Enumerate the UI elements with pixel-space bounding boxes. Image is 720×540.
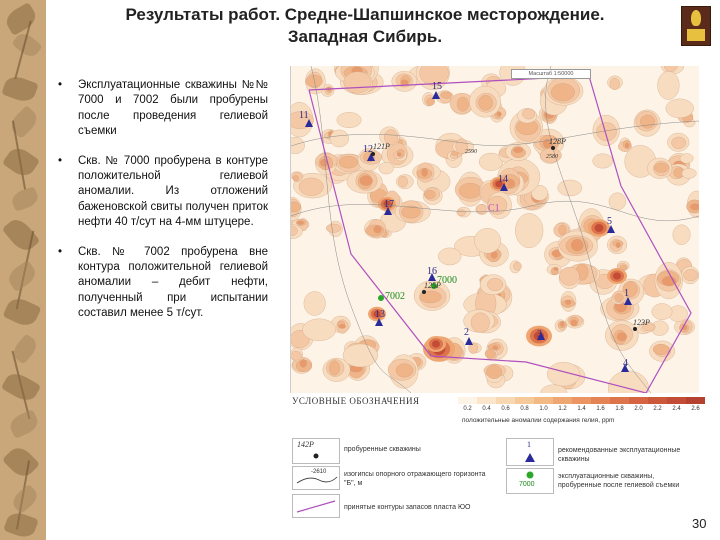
anomaly-patch	[379, 162, 394, 174]
anomaly-patch	[609, 193, 626, 210]
anomaly-patch	[513, 147, 522, 153]
legend-text: пробуренные скважины	[344, 446, 421, 453]
bullet-list	[56, 78, 268, 336]
anomaly-patch	[337, 112, 361, 127]
anomaly-patch	[479, 95, 493, 110]
anomaly-patch	[306, 75, 323, 87]
legend-text: принятые контуры запасов пласта ЮО	[344, 504, 471, 511]
map-legend	[290, 394, 698, 522]
anomaly-patch	[471, 313, 490, 333]
well-label: 12	[363, 144, 373, 155]
ramp-swatch	[572, 397, 591, 404]
anomaly-patch	[571, 239, 583, 251]
isoline-label: 2580	[546, 154, 558, 160]
anomaly-patch	[625, 143, 629, 148]
ramp-value: 2.4	[672, 406, 681, 412]
drilled-well-icon	[551, 146, 555, 150]
anomaly-patch	[486, 365, 501, 378]
ramp-value: 1.6	[596, 406, 605, 412]
ramp-value: 0.6	[501, 406, 510, 412]
anomaly-patch	[653, 344, 669, 355]
ramp-value: 0.4	[482, 406, 491, 412]
ramp-value: 1.8	[615, 406, 624, 412]
anomaly-patch	[513, 262, 521, 270]
anomaly-patch	[299, 178, 324, 196]
ramp-value: 1.0	[539, 406, 548, 412]
anomaly-patch	[610, 78, 620, 90]
recommended-well-icon	[465, 337, 473, 345]
anomaly-patch	[616, 243, 620, 248]
anomaly-core	[595, 224, 604, 232]
legend-symbol-isoline: -2610	[292, 466, 340, 490]
ramp-swatch	[629, 397, 648, 404]
anomaly-patch	[559, 267, 579, 285]
anomaly-patch	[474, 228, 500, 253]
legend-symbol-new-well: 7000	[506, 468, 554, 494]
anomaly-patch	[560, 322, 564, 327]
bullet-dot-icon: •	[58, 245, 63, 258]
bullet-item: • Скв. № 7000 пробурена в контуре положительной гелиевой аномалии. Из отложений баженовской свиты получен приток нефти 40 т/сут на 4-мм штуцере.	[58, 154, 268, 229]
drilled-well-label: 123Р	[633, 318, 650, 327]
anomaly-patch	[680, 154, 693, 164]
anomaly-patch	[344, 72, 371, 94]
anomaly-patch	[302, 319, 335, 341]
map-scale: Масштаб 1:50000	[511, 69, 591, 79]
well-label: 3	[537, 329, 542, 340]
ramp-value: 1.4	[577, 406, 586, 412]
drilled-well-icon	[633, 327, 637, 331]
legend-symbol-recommended-well: 1	[506, 438, 554, 466]
new-well-label: 7000	[437, 275, 457, 286]
anomaly-patch	[457, 210, 466, 216]
anomaly-patch	[304, 291, 326, 315]
well-label: 2	[464, 327, 469, 338]
legend-text: эксплуатационные скважины, пробуренные после гелиевой съемки	[558, 473, 680, 489]
bullet-dot-icon: •	[58, 154, 63, 167]
ramp-value: 2.0	[634, 406, 643, 412]
well-label: 13	[375, 309, 385, 320]
ramp-value: 2.6	[691, 406, 700, 412]
page-number: 30	[692, 516, 707, 531]
anomaly-patch	[551, 84, 574, 102]
anomaly-patch	[459, 183, 481, 198]
anomaly-patch	[343, 344, 378, 367]
anomaly-patch	[300, 359, 307, 367]
anomaly-patch	[571, 320, 578, 327]
title-line-2: Западная Сибирь.	[287, 27, 443, 46]
anomaly-patch	[293, 175, 299, 181]
ramp-swatch	[477, 397, 496, 404]
anomaly-patch	[330, 130, 349, 147]
map-graphic	[291, 66, 699, 393]
anomaly-patch	[673, 225, 690, 245]
slide-title	[60, 4, 670, 48]
anomaly-patch	[438, 248, 461, 265]
anomaly-patch	[397, 153, 401, 156]
decorative-sidebar	[0, 0, 46, 540]
bullet-item: • Эксплуатационные скважины №№ 7000 и 7002 были пробурены после проведения гелиевой съемки	[58, 79, 268, 138]
new-well-label: 7002	[385, 291, 405, 302]
color-ramp-caption: положительные аномалии содержания гелия, ppm	[462, 417, 615, 424]
anomaly-patch	[427, 98, 435, 105]
legend-symbol-reserve-contour	[292, 494, 340, 518]
title-line-1: Результаты работ. Средне-Шапшинское месторождение.	[125, 5, 605, 24]
anomaly-patch	[485, 349, 495, 358]
bullet-dot-icon: •	[58, 79, 63, 91]
anomaly-patch	[374, 226, 382, 233]
anomaly-patch	[497, 112, 501, 116]
ramp-swatch	[515, 397, 534, 404]
anomaly-patch	[326, 224, 341, 233]
anomaly-patch	[558, 180, 582, 196]
anomaly-patch	[654, 163, 668, 173]
anomaly-patch	[441, 92, 452, 98]
ramp-value: 1.2	[558, 406, 567, 412]
anomaly-patch	[396, 364, 413, 378]
ramp-value: 2.2	[653, 406, 662, 412]
anomaly-patch	[554, 267, 558, 270]
well-label: 16	[427, 266, 437, 277]
ramp-swatch	[534, 397, 553, 404]
anomaly-patch	[608, 371, 648, 393]
anomaly-patch	[522, 109, 535, 120]
anomaly-core	[432, 340, 440, 347]
anomaly-patch	[683, 269, 697, 281]
anomaly-patch	[593, 154, 613, 168]
well-label: 17	[384, 199, 394, 210]
anomaly-patch	[297, 221, 304, 224]
ramp-swatch	[686, 397, 705, 404]
ramp-swatch	[667, 397, 686, 404]
bullet-item: • Скв. № 7002 пробурена вне контура положительной гелиевой аномалии – дебит нефти, полученный при испытании составил менее 5 т/сут.	[58, 245, 268, 320]
ramp-value: 0.2	[463, 406, 472, 412]
legend-title: УСЛОВНЫЕ ОБОЗНАЧЕНИЯ	[292, 396, 420, 406]
new-well-icon	[378, 295, 384, 301]
well-label: 15	[432, 81, 442, 92]
well-label: 1	[624, 288, 629, 299]
ramp-swatch	[553, 397, 572, 404]
anomaly-patch	[360, 176, 373, 186]
helium-anomaly-map	[290, 66, 699, 393]
well-label: 14	[498, 174, 508, 185]
anomaly-patch	[652, 303, 672, 319]
drilled-well-label: 121Р	[373, 142, 390, 151]
anomaly-patch	[658, 71, 680, 99]
anomaly-patch	[515, 213, 543, 247]
color-ramp	[458, 397, 705, 404]
ramp-swatch	[496, 397, 515, 404]
well-label: 11	[299, 110, 309, 121]
anomaly-patch	[291, 351, 302, 360]
anomaly-patch	[487, 278, 503, 290]
company-logo	[681, 6, 711, 46]
anomaly-patch	[339, 324, 346, 328]
anomaly-patch	[615, 294, 624, 302]
well-label: 5	[607, 216, 612, 227]
ramp-swatch	[648, 397, 667, 404]
ramp-swatch	[610, 397, 629, 404]
anomaly-patch	[398, 176, 407, 187]
anomaly-patch	[617, 332, 627, 341]
legend-text: рекомендованные эксплуатационные скважины	[558, 447, 681, 463]
isoline-label: 2590	[465, 149, 477, 155]
ramp-swatch	[458, 397, 477, 404]
anomaly-patch	[421, 168, 427, 177]
drilled-well-label: 128Р	[549, 137, 566, 146]
well-label: 4	[623, 358, 628, 369]
anomaly-patch	[666, 99, 694, 118]
anomaly-patch	[565, 300, 571, 305]
legend-symbol-drilled-well: 142Р	[292, 438, 340, 464]
anomaly-patch	[640, 115, 655, 128]
anomaly-patch	[339, 156, 358, 168]
ramp-swatch	[591, 397, 610, 404]
legend-text: изогипсы опорного отражающего горизонта "Б", м	[344, 471, 486, 487]
anomaly-patch	[559, 225, 567, 235]
anomaly-patch	[476, 204, 486, 214]
anomaly-patch	[329, 361, 340, 376]
anomaly-patch	[672, 137, 686, 149]
color-ramp-labels	[458, 406, 705, 412]
anomaly-patch	[425, 190, 436, 199]
anomaly-core	[613, 272, 621, 279]
anomaly-patch	[457, 97, 469, 111]
anomaly-patch	[682, 168, 697, 178]
contour-label: С1	[488, 203, 500, 214]
drilled-well-icon	[422, 290, 426, 294]
drilled-well-label: 125Р	[424, 281, 441, 290]
ramp-value: 0.8	[520, 406, 529, 412]
